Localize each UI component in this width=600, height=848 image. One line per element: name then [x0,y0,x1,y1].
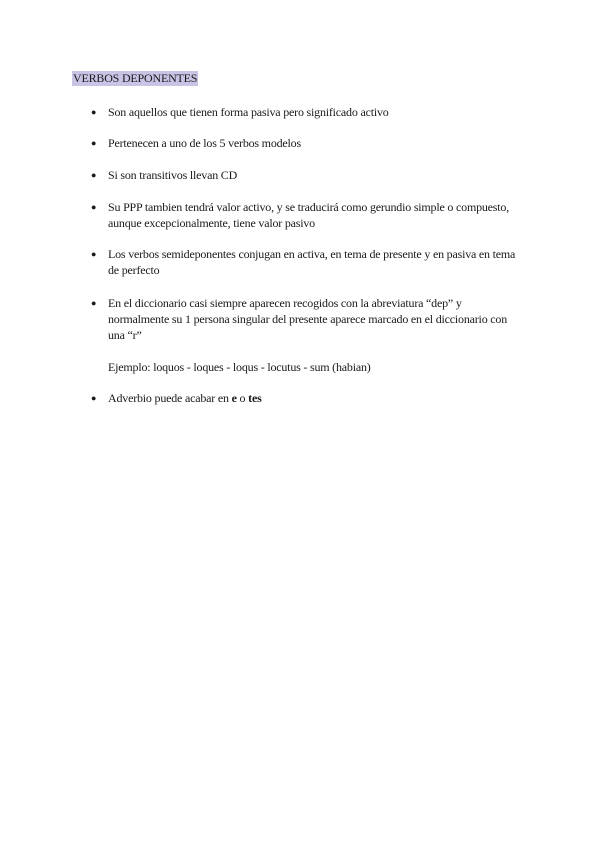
list-item [91,295,518,343]
bold-ending-e: e [231,391,237,405]
list-item [91,246,518,278]
list-item-text: Su PPP tambien tendrá valor activo, y se traducirá como gerundio simple o compuesto, aunque excepcionalmente, tiene valor pasivo [108,200,510,230]
list-item-text: Los verbos semideponentes conjugan en activa, en tema de presente y en pasiva en tema de perfecto [108,247,516,277]
example-text: Ejemplo: loquos - loques - loqus - locutus - sum (habian) [108,360,371,374]
list-item-text: Si son transitivos llevan CD [108,168,238,182]
bullet-icon: ● [91,393,97,403]
list-item [91,104,518,120]
bullet-icon: ● [91,107,97,117]
bullet-icon: ● [91,202,97,212]
bullet-icon: ● [91,170,97,180]
bullet-icon: ● [91,298,97,308]
list-item-text-prefix: Adverbio puede acabar en [108,391,232,405]
list-item [91,167,518,183]
list-item-text: Pertenecen a uno de los 5 verbos modelos [108,136,301,150]
list-item [91,135,518,151]
list-item-text: Son aquellos que tienen forma pasiva pero significado activo [108,105,389,119]
bullet-icon: ● [91,249,97,259]
bold-ending-tes: tes [248,391,262,405]
list-item [91,390,518,406]
page-title: VERBOS DEPONENTES [73,71,198,85]
list-item [91,199,518,231]
list-item-text-middle: o [236,391,249,405]
bullet-icon: ● [91,138,97,148]
list-item-text: En el diccionario casi siempre aparecen recogidos con la abreviatura “dep” y normalmente su 1 persona singular del presente aparece marcado en el diccionario con una “r” [108,296,508,342]
